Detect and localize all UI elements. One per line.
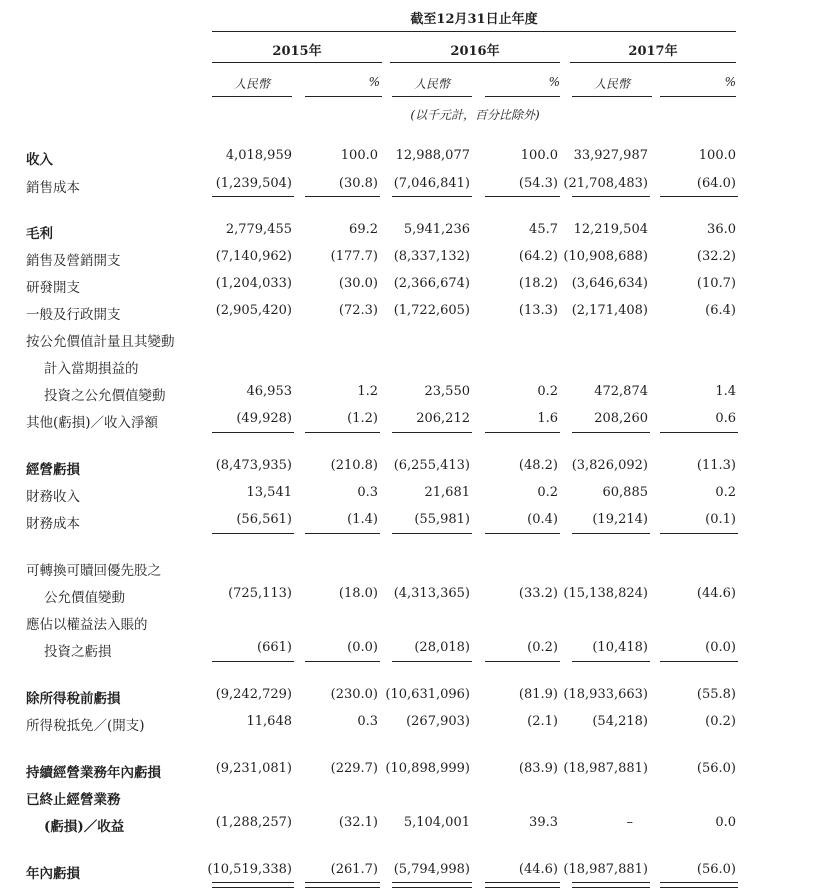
cell-value: 0.2 [537, 384, 558, 399]
row-label: 銷售成本 [26, 180, 80, 196]
cell-value: 60,885 [602, 485, 648, 500]
cell-value: 5,941,236 [403, 222, 470, 237]
cell-value: (56.0) [696, 862, 736, 877]
cell-value: 100.0 [520, 148, 558, 163]
cell-value: (3,646,634) [571, 276, 648, 291]
row-label: 銷售及營銷開支 [26, 253, 121, 269]
subtotal-rule [392, 533, 472, 534]
cell-value: 472,874 [594, 384, 648, 399]
row-label: 其他(虧損)／收入淨額 [26, 415, 159, 431]
currency-label-2017: 人民幣 [593, 77, 630, 91]
subtotal-rule [212, 432, 294, 433]
cell-value: (0.0) [705, 640, 736, 655]
cell-value: (261.7) [330, 862, 378, 877]
sub-rule [392, 96, 472, 97]
cell-value: (13.3) [518, 303, 558, 318]
cell-value: – [626, 815, 633, 830]
cell-value: (10.7) [696, 276, 736, 291]
year-2015-heading: 2015年 [272, 44, 322, 59]
cell-value: (0.1) [705, 512, 736, 527]
row-label: 投資之虧損 [44, 644, 112, 660]
cell-value: 69.2 [349, 222, 378, 237]
subtotal-rule [572, 196, 650, 197]
cell-value: 45.7 [529, 222, 558, 237]
cell-value: (2.1) [527, 714, 558, 729]
subtotal-rule [212, 533, 294, 534]
subtotal-rule [660, 533, 738, 534]
period-title: 截至12月31日止年度 [410, 12, 538, 27]
cell-value: (10,519,338) [207, 862, 292, 877]
cell-value: (8,473,935) [215, 458, 292, 473]
row-label: 收入 [26, 152, 53, 168]
subtotal-rule [572, 661, 650, 662]
cell-value: (18.2) [518, 276, 558, 291]
cell-value: 39.3 [529, 815, 558, 830]
cell-value: 0.2 [537, 485, 558, 500]
cell-value: 5,104,001 [403, 815, 470, 830]
cell-value: (661) [257, 640, 292, 655]
row-label: 可轉換可贖回優先股之 [26, 563, 161, 579]
subtotal-rule [485, 432, 560, 433]
cell-value: (1,204,033) [215, 276, 292, 291]
row-label: 已終止經營業務 [26, 792, 121, 808]
currency-label-2015: 人民幣 [233, 77, 270, 91]
cell-value: 0.2 [715, 485, 736, 500]
subtotal-rule [485, 661, 560, 662]
row-label: 計入當期損益的 [44, 361, 139, 377]
cell-value: (4,313,365) [393, 586, 470, 601]
cell-value: (11.3) [696, 458, 736, 473]
cell-value: (2,171,408) [571, 303, 648, 318]
sub-rule [305, 96, 382, 97]
cell-value: 1.2 [357, 384, 378, 399]
cell-value: 1.6 [537, 411, 558, 426]
subtotal-rule [305, 661, 380, 662]
subtotal-rule [305, 432, 380, 433]
subtotal-rule [392, 661, 472, 662]
cell-value: (0.2) [705, 714, 736, 729]
cell-value: (10,898,999) [385, 761, 470, 776]
cell-value: 0.3 [357, 714, 378, 729]
cell-value: 206,212 [416, 411, 470, 426]
cell-value: 12,988,077 [395, 148, 470, 163]
cell-value: (44.6) [518, 862, 558, 877]
cell-value: (19,214) [592, 512, 648, 527]
cell-value: 21,681 [424, 485, 470, 500]
cell-value: (18,933,663) [563, 687, 648, 702]
cell-value: (30.8) [338, 176, 378, 191]
subtotal-rule [660, 661, 738, 662]
cell-value: (81.9) [518, 687, 558, 702]
year-rule-2015 [212, 62, 382, 63]
row-label: 研發開支 [26, 280, 80, 296]
cell-value: 208,260 [594, 411, 648, 426]
header-rule [212, 31, 736, 32]
cell-value: (32.1) [338, 815, 378, 830]
subtotal-rule [572, 533, 650, 534]
cell-value: (230.0) [330, 687, 378, 702]
cell-value: (210.8) [330, 458, 378, 473]
sub-rule [485, 96, 560, 97]
row-label: 年內虧損 [26, 866, 80, 882]
cell-value: (229.7) [330, 761, 378, 776]
cell-value: (9,242,729) [215, 687, 292, 702]
row-label: 所得稅抵免／(開支) [26, 718, 145, 734]
unit-note: (以千元計，百分比除外) [410, 108, 540, 122]
row-label: 按公允價值計量且其變動 [26, 334, 175, 350]
cell-value: (0.4) [527, 512, 558, 527]
cell-value: (1.4) [347, 512, 378, 527]
row-label: 公允價值變動 [44, 590, 125, 606]
subtotal-rule [485, 533, 560, 534]
cell-value: (56.0) [696, 761, 736, 776]
subtotal-rule [485, 196, 560, 197]
cell-value: 11,648 [246, 714, 292, 729]
row-label: 財務收入 [26, 489, 80, 505]
subtotal-rule [572, 432, 650, 433]
cell-value: (48.2) [518, 458, 558, 473]
cell-value: 13,541 [246, 485, 292, 500]
cell-value: (10,631,096) [385, 687, 470, 702]
cell-value: (3,826,092) [571, 458, 648, 473]
row-label: 投資之公允價值變動 [44, 388, 166, 404]
sub-rule [212, 96, 292, 97]
cell-value: (55,981) [414, 512, 470, 527]
cell-value: (21,708,483) [563, 176, 648, 191]
row-label: 經營虧損 [26, 462, 80, 478]
subtotal-rule [212, 661, 294, 662]
subtotal-rule [392, 196, 472, 197]
cell-value: (0.2) [527, 640, 558, 655]
cell-value: 0.6 [715, 411, 736, 426]
percent-label-2016: % [548, 75, 560, 89]
cell-value: 12,219,504 [573, 222, 648, 237]
row-label: 持續經營業務年內虧損 [26, 765, 161, 781]
cell-value: 0.0 [715, 815, 736, 830]
cell-value: (33.2) [518, 586, 558, 601]
cell-value: (44.6) [696, 586, 736, 601]
double-total-rule [305, 882, 380, 888]
sub-rule [660, 96, 736, 97]
cell-value: (54,218) [592, 714, 648, 729]
cell-value: (15,138,824) [563, 586, 648, 601]
cell-value: 4,018,959 [225, 148, 292, 163]
cell-value: (0.0) [347, 640, 378, 655]
cell-value: (49,928) [236, 411, 292, 426]
cell-value: (64.2) [518, 249, 558, 264]
cell-value: (267,903) [406, 714, 470, 729]
row-label: 毛利 [26, 226, 53, 242]
cell-value: (30.0) [338, 276, 378, 291]
cell-value: (5,794,998) [393, 862, 470, 877]
row-label: 除所得稅前虧損 [26, 691, 121, 707]
cell-value: (54.3) [518, 176, 558, 191]
cell-value: (10,908,688) [563, 249, 648, 264]
cell-value: (18,987,881) [563, 862, 648, 877]
cell-value: (7,046,841) [393, 176, 470, 191]
cell-value: (64.0) [696, 176, 736, 191]
year-2017-heading: 2017年 [628, 44, 678, 59]
cell-value: (10,418) [592, 640, 648, 655]
cell-value: (28,018) [414, 640, 470, 655]
row-label: (虧損)／收益 [44, 819, 125, 835]
cell-value: 0.3 [357, 485, 378, 500]
sub-rule [572, 96, 652, 97]
cell-value: 46,953 [246, 384, 292, 399]
cell-value: (2,366,674) [393, 276, 470, 291]
cell-value: (7,140,962) [215, 249, 292, 264]
cell-value: (2,905,420) [215, 303, 292, 318]
row-label: 應佔以權益法入賬的 [26, 617, 148, 633]
cell-value: (72.3) [338, 303, 378, 318]
cell-value: (9,231,081) [215, 761, 292, 776]
cell-value: (1,722,605) [393, 303, 470, 318]
double-total-rule [660, 882, 738, 888]
cell-value: 100.0 [698, 148, 736, 163]
cell-value: (55.8) [696, 687, 736, 702]
double-total-rule [572, 882, 650, 888]
year-2016-heading: 2016年 [450, 44, 500, 59]
cell-value: (18.0) [338, 586, 378, 601]
cell-value: (1,239,504) [215, 176, 292, 191]
cell-value: 1.4 [715, 384, 736, 399]
subtotal-rule [660, 432, 738, 433]
subtotal-rule [305, 196, 380, 197]
cell-value: (83.9) [518, 761, 558, 776]
subtotal-rule [660, 196, 738, 197]
cell-value: (6,255,413) [393, 458, 470, 473]
row-label: 財務成本 [26, 516, 80, 532]
cell-value: 2,779,455 [225, 222, 292, 237]
year-rule-2016 [390, 62, 560, 63]
cell-value: 33,927,987 [573, 148, 648, 163]
cell-value: (1,288,257) [215, 815, 292, 830]
percent-label-2015: % [368, 75, 380, 89]
subtotal-rule [212, 196, 294, 197]
cell-value: (8,337,132) [393, 249, 470, 264]
currency-label-2016: 人民幣 [413, 77, 450, 91]
year-rule-2017 [570, 62, 736, 63]
cell-value: (6.4) [705, 303, 736, 318]
cell-value: (32.2) [696, 249, 736, 264]
cell-value: (1.2) [347, 411, 378, 426]
double-total-rule [212, 882, 294, 888]
row-label: 一般及行政開支 [26, 307, 121, 323]
subtotal-rule [392, 432, 472, 433]
cell-value: (56,561) [236, 512, 292, 527]
double-total-rule [485, 882, 560, 888]
cell-value: (725,113) [228, 586, 292, 601]
cell-value: 23,550 [424, 384, 470, 399]
cell-value: 36.0 [707, 222, 736, 237]
percent-label-2017: % [724, 75, 736, 89]
cell-value: 100.0 [340, 148, 378, 163]
cell-value: (18,987,881) [563, 761, 648, 776]
cell-value: (177.7) [330, 249, 378, 264]
double-total-rule [392, 882, 472, 888]
subtotal-rule [305, 533, 380, 534]
